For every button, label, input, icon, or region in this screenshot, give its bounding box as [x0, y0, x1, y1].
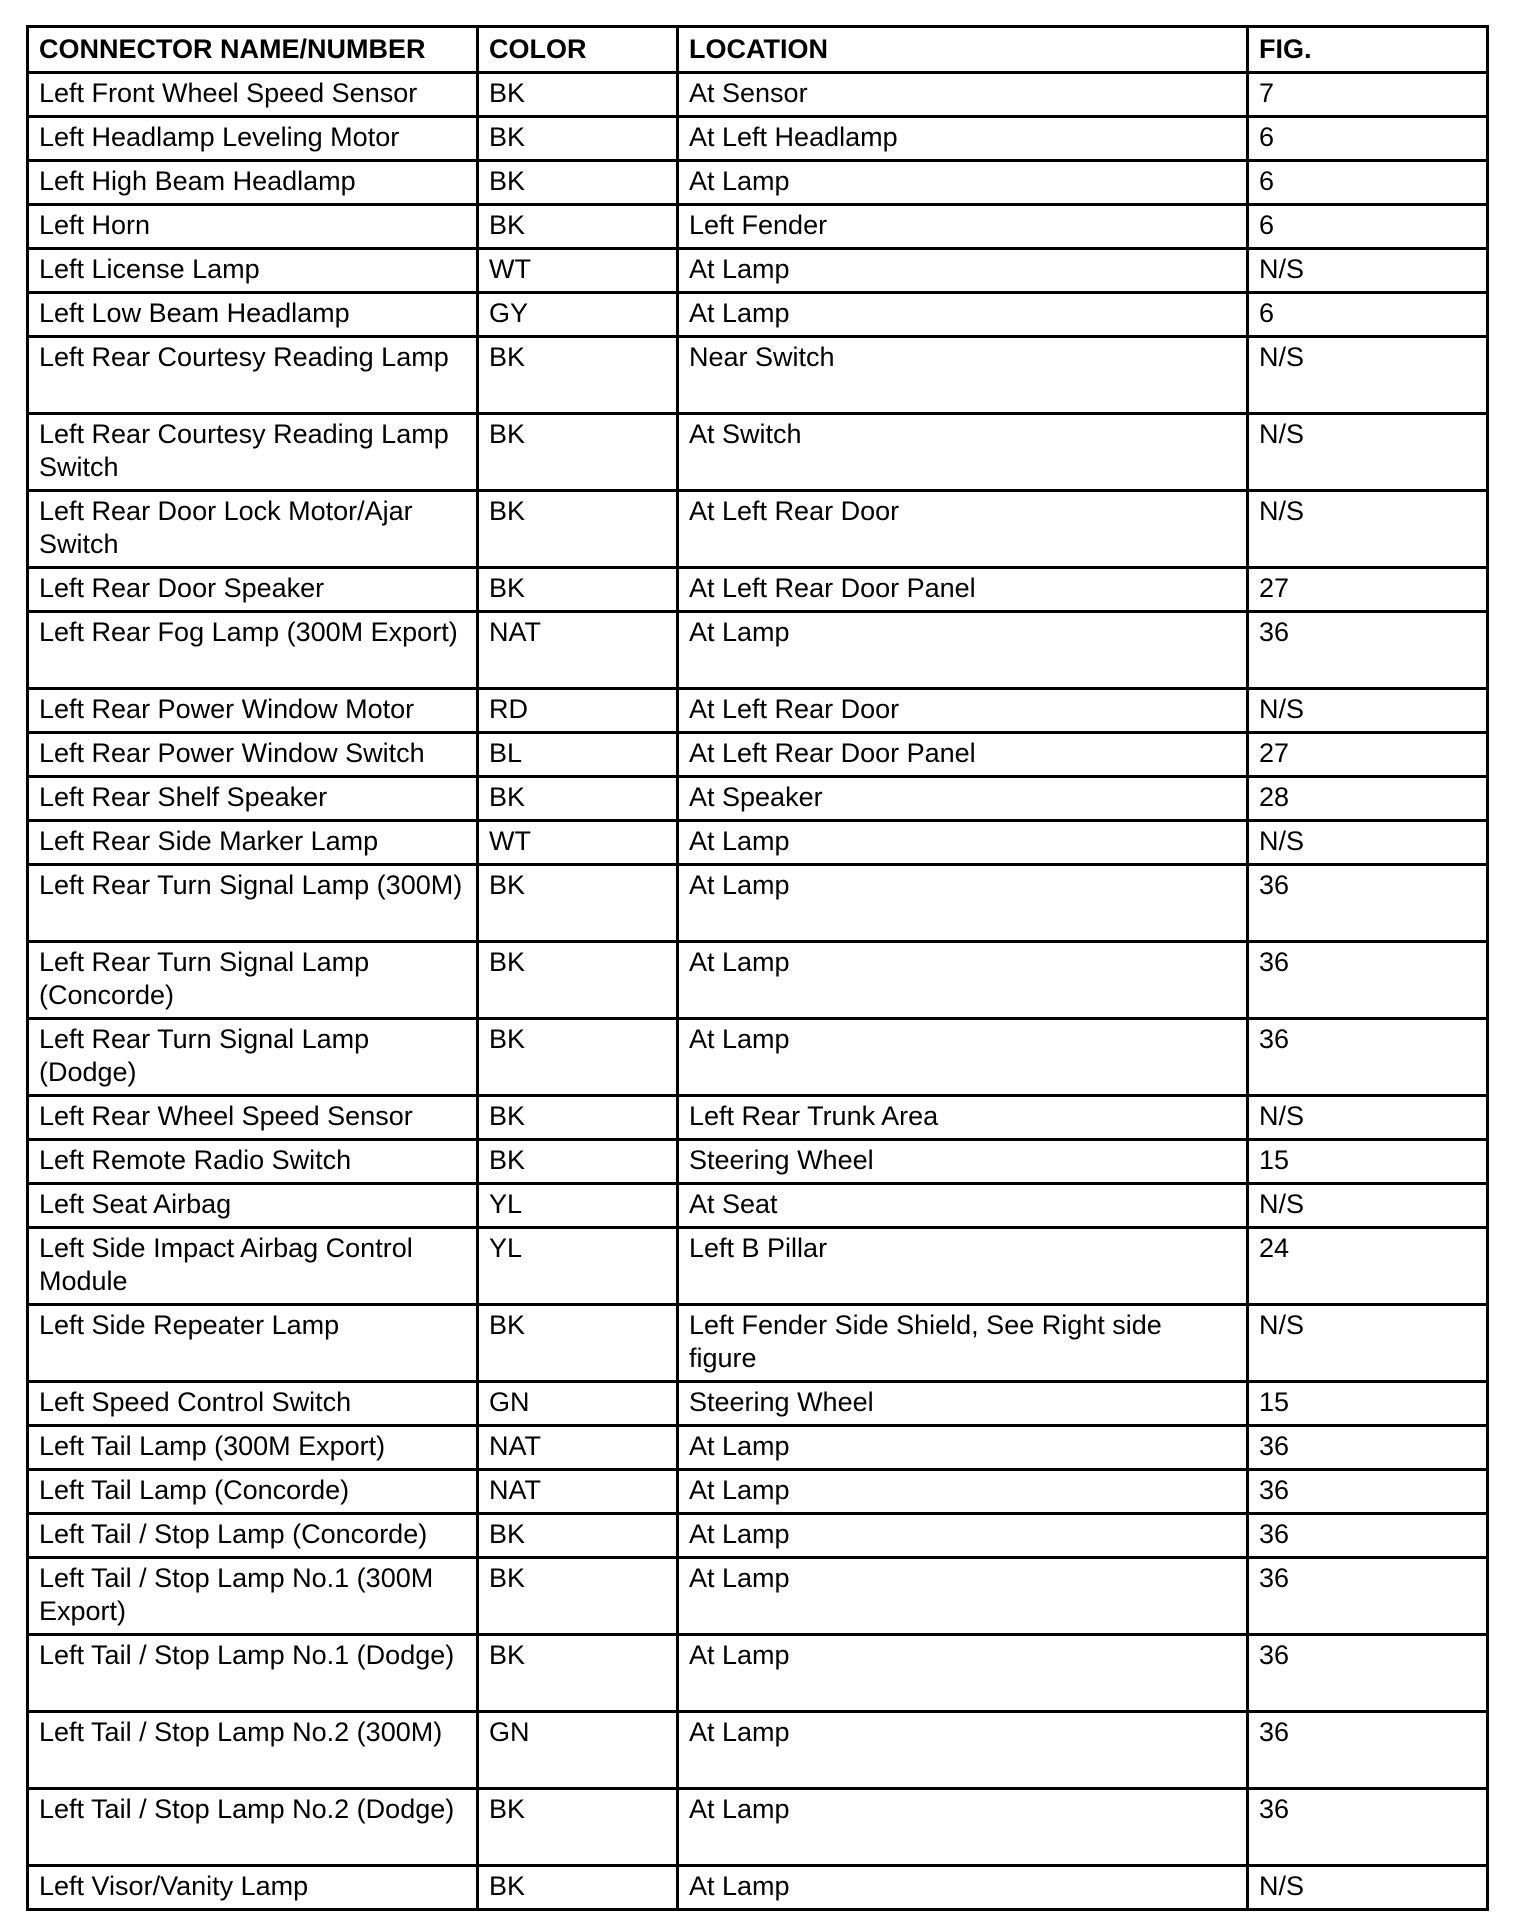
- cell-location: At Left Rear Door Panel: [678, 733, 1248, 777]
- table-row: [28, 1712, 1488, 1789]
- cell-fig: 6: [1248, 117, 1488, 161]
- cell-fig: 7: [1248, 73, 1488, 117]
- cell-connector-name: Left Remote Radio Switch: [28, 1140, 478, 1184]
- table-row: [28, 491, 1488, 568]
- cell-fig: 27: [1248, 568, 1488, 612]
- table-body: [28, 73, 1488, 1910]
- cell-color: BL: [478, 733, 678, 777]
- cell-location: Left B Pillar: [678, 1228, 1248, 1305]
- cell-fig: N/S: [1248, 689, 1488, 733]
- table-header: [28, 27, 1488, 73]
- cell-connector-name: Left Tail Lamp (Concorde): [28, 1470, 478, 1514]
- table-row: [28, 865, 1488, 942]
- table-row: [28, 942, 1488, 1019]
- cell-fig: 36: [1248, 942, 1488, 1019]
- cell-location: At Sensor: [678, 73, 1248, 117]
- cell-color: BK: [478, 865, 678, 942]
- table-row: [28, 821, 1488, 865]
- cell-color: BK: [478, 414, 678, 491]
- header-fig: FIG.: [1248, 27, 1488, 73]
- cell-fig: 24: [1248, 1228, 1488, 1305]
- cell-color: YL: [478, 1228, 678, 1305]
- cell-color: GN: [478, 1382, 678, 1426]
- cell-color: BK: [478, 1140, 678, 1184]
- cell-color: BK: [478, 777, 678, 821]
- cell-location: At Lamp: [678, 612, 1248, 689]
- cell-connector-name: Left Tail / Stop Lamp No.1 (Dodge): [28, 1635, 478, 1712]
- cell-color: WT: [478, 249, 678, 293]
- cell-location: At Left Rear Door: [678, 491, 1248, 568]
- cell-connector-name: Left Rear Wheel Speed Sensor: [28, 1096, 478, 1140]
- cell-fig: 36: [1248, 1426, 1488, 1470]
- cell-location: At Lamp: [678, 1789, 1248, 1866]
- cell-connector-name: Left Rear Door Lock Motor/Ajar Switch: [28, 491, 478, 568]
- cell-color: GN: [478, 1712, 678, 1789]
- cell-color: BK: [478, 1305, 678, 1382]
- cell-location: At Left Rear Door: [678, 689, 1248, 733]
- table-row: [28, 1470, 1488, 1514]
- cell-color: WT: [478, 821, 678, 865]
- cell-connector-name: Left Rear Courtesy Reading Lamp: [28, 337, 478, 414]
- cell-fig: 36: [1248, 612, 1488, 689]
- table-row: [28, 161, 1488, 205]
- cell-color: BK: [478, 1789, 678, 1866]
- cell-connector-name: Left Tail Lamp (300M Export): [28, 1426, 478, 1470]
- cell-fig: 6: [1248, 205, 1488, 249]
- cell-location: At Lamp: [678, 293, 1248, 337]
- cell-location: Left Fender Side Shield, See Right side figure: [678, 1305, 1248, 1382]
- cell-color: BK: [478, 73, 678, 117]
- cell-connector-name: Left Tail / Stop Lamp No.1 (300M Export): [28, 1558, 478, 1635]
- cell-location: At Lamp: [678, 1019, 1248, 1096]
- table-row: [28, 1635, 1488, 1712]
- cell-fig: N/S: [1248, 1184, 1488, 1228]
- cell-location: At Lamp: [678, 1866, 1248, 1910]
- cell-color: BK: [478, 1019, 678, 1096]
- table-row: [28, 1382, 1488, 1426]
- cell-location: At Lamp: [678, 821, 1248, 865]
- cell-fig: 15: [1248, 1382, 1488, 1426]
- cell-color: BK: [478, 1514, 678, 1558]
- table-row: [28, 1558, 1488, 1635]
- header-color: COLOR: [478, 27, 678, 73]
- table-row: [28, 777, 1488, 821]
- table-row: [28, 1184, 1488, 1228]
- cell-connector-name: Left Speed Control Switch: [28, 1382, 478, 1426]
- cell-location: At Lamp: [678, 942, 1248, 1019]
- table-row: [28, 293, 1488, 337]
- cell-location: At Lamp: [678, 161, 1248, 205]
- cell-location: At Lamp: [678, 1470, 1248, 1514]
- cell-fig: 15: [1248, 1140, 1488, 1184]
- cell-color: BK: [478, 1096, 678, 1140]
- cell-connector-name: Left Rear Shelf Speaker: [28, 777, 478, 821]
- table-row: [28, 568, 1488, 612]
- cell-location: At Left Headlamp: [678, 117, 1248, 161]
- cell-fig: 27: [1248, 733, 1488, 777]
- cell-connector-name: Left Tail / Stop Lamp No.2 (Dodge): [28, 1789, 478, 1866]
- table-row: [28, 612, 1488, 689]
- cell-location: At Lamp: [678, 1514, 1248, 1558]
- cell-connector-name: Left Horn: [28, 205, 478, 249]
- cell-location: At Lamp: [678, 1712, 1248, 1789]
- table-row: [28, 249, 1488, 293]
- header-location: LOCATION: [678, 27, 1248, 73]
- cell-fig: 36: [1248, 1789, 1488, 1866]
- table-row: [28, 1789, 1488, 1866]
- cell-color: GY: [478, 293, 678, 337]
- table-row: [28, 733, 1488, 777]
- cell-location: At Lamp: [678, 1426, 1248, 1470]
- cell-fig: 36: [1248, 1558, 1488, 1635]
- cell-location: Steering Wheel: [678, 1382, 1248, 1426]
- cell-connector-name: Left Rear Power Window Switch: [28, 733, 478, 777]
- cell-location: Left Rear Trunk Area: [678, 1096, 1248, 1140]
- cell-connector-name: Left Headlamp Leveling Motor: [28, 117, 478, 161]
- cell-location: At Seat: [678, 1184, 1248, 1228]
- cell-fig: N/S: [1248, 1866, 1488, 1910]
- cell-location: At Left Rear Door Panel: [678, 568, 1248, 612]
- cell-color: BK: [478, 337, 678, 414]
- cell-connector-name: Left Rear Courtesy Reading Lamp Switch: [28, 414, 478, 491]
- cell-fig: N/S: [1248, 249, 1488, 293]
- cell-connector-name: Left High Beam Headlamp: [28, 161, 478, 205]
- cell-color: YL: [478, 1184, 678, 1228]
- cell-fig: 36: [1248, 1635, 1488, 1712]
- cell-fig: 36: [1248, 1019, 1488, 1096]
- cell-color: BK: [478, 1558, 678, 1635]
- cell-location: At Lamp: [678, 865, 1248, 942]
- cell-fig: N/S: [1248, 414, 1488, 491]
- table-row: [28, 1426, 1488, 1470]
- cell-location: At Lamp: [678, 1635, 1248, 1712]
- cell-fig: 36: [1248, 865, 1488, 942]
- cell-connector-name: Left Low Beam Headlamp: [28, 293, 478, 337]
- cell-fig: 36: [1248, 1514, 1488, 1558]
- cell-fig: N/S: [1248, 491, 1488, 568]
- table-row: [28, 73, 1488, 117]
- cell-color: RD: [478, 689, 678, 733]
- cell-color: BK: [478, 942, 678, 1019]
- cell-color: NAT: [478, 1426, 678, 1470]
- table-row: [28, 689, 1488, 733]
- cell-location: Steering Wheel: [678, 1140, 1248, 1184]
- cell-connector-name: Left Rear Turn Signal Lamp (300M): [28, 865, 478, 942]
- table-row: [28, 1514, 1488, 1558]
- cell-connector-name: Left Front Wheel Speed Sensor: [28, 73, 478, 117]
- connector-table: [26, 25, 1489, 1911]
- cell-connector-name: Left Rear Fog Lamp (300M Export): [28, 612, 478, 689]
- cell-location: At Lamp: [678, 1558, 1248, 1635]
- table-row: [28, 337, 1488, 414]
- cell-connector-name: Left Tail / Stop Lamp (Concorde): [28, 1514, 478, 1558]
- cell-connector-name: Left Side Repeater Lamp: [28, 1305, 478, 1382]
- cell-location: At Lamp: [678, 249, 1248, 293]
- cell-connector-name: Left Rear Side Marker Lamp: [28, 821, 478, 865]
- cell-fig: 36: [1248, 1712, 1488, 1789]
- cell-fig: N/S: [1248, 1305, 1488, 1382]
- cell-color: BK: [478, 161, 678, 205]
- cell-color: BK: [478, 1866, 678, 1910]
- cell-color: NAT: [478, 1470, 678, 1514]
- table-row: [28, 205, 1488, 249]
- table-row: [28, 1305, 1488, 1382]
- cell-color: NAT: [478, 612, 678, 689]
- cell-connector-name: Left Seat Airbag: [28, 1184, 478, 1228]
- cell-fig: 36: [1248, 1470, 1488, 1514]
- cell-fig: N/S: [1248, 821, 1488, 865]
- cell-color: BK: [478, 205, 678, 249]
- header-row: [28, 27, 1488, 73]
- table-row: [28, 414, 1488, 491]
- cell-connector-name: Left Rear Turn Signal Lamp (Dodge): [28, 1019, 478, 1096]
- cell-location: Left Fender: [678, 205, 1248, 249]
- cell-color: BK: [478, 117, 678, 161]
- connector-table-container: [26, 25, 1486, 1911]
- cell-connector-name: Left Side Impact Airbag Control Module: [28, 1228, 478, 1305]
- cell-fig: 6: [1248, 293, 1488, 337]
- table-row: [28, 1019, 1488, 1096]
- cell-color: BK: [478, 568, 678, 612]
- cell-fig: 6: [1248, 161, 1488, 205]
- cell-connector-name: Left Rear Turn Signal Lamp (Concorde): [28, 942, 478, 1019]
- cell-connector-name: Left Rear Door Speaker: [28, 568, 478, 612]
- cell-connector-name: Left Visor/Vanity Lamp: [28, 1866, 478, 1910]
- cell-color: BK: [478, 491, 678, 568]
- table-row: [28, 117, 1488, 161]
- cell-location: At Speaker: [678, 777, 1248, 821]
- cell-fig: N/S: [1248, 337, 1488, 414]
- cell-fig: N/S: [1248, 1096, 1488, 1140]
- cell-location: At Switch: [678, 414, 1248, 491]
- table-row: [28, 1866, 1488, 1910]
- table-row: [28, 1096, 1488, 1140]
- header-connector-name: CONNECTOR NAME/NUMBER: [28, 27, 478, 73]
- cell-fig: 28: [1248, 777, 1488, 821]
- cell-connector-name: Left License Lamp: [28, 249, 478, 293]
- table-row: [28, 1228, 1488, 1305]
- cell-connector-name: Left Tail / Stop Lamp No.2 (300M): [28, 1712, 478, 1789]
- cell-connector-name: Left Rear Power Window Motor: [28, 689, 478, 733]
- cell-location: Near Switch: [678, 337, 1248, 414]
- table-row: [28, 1140, 1488, 1184]
- cell-color: BK: [478, 1635, 678, 1712]
